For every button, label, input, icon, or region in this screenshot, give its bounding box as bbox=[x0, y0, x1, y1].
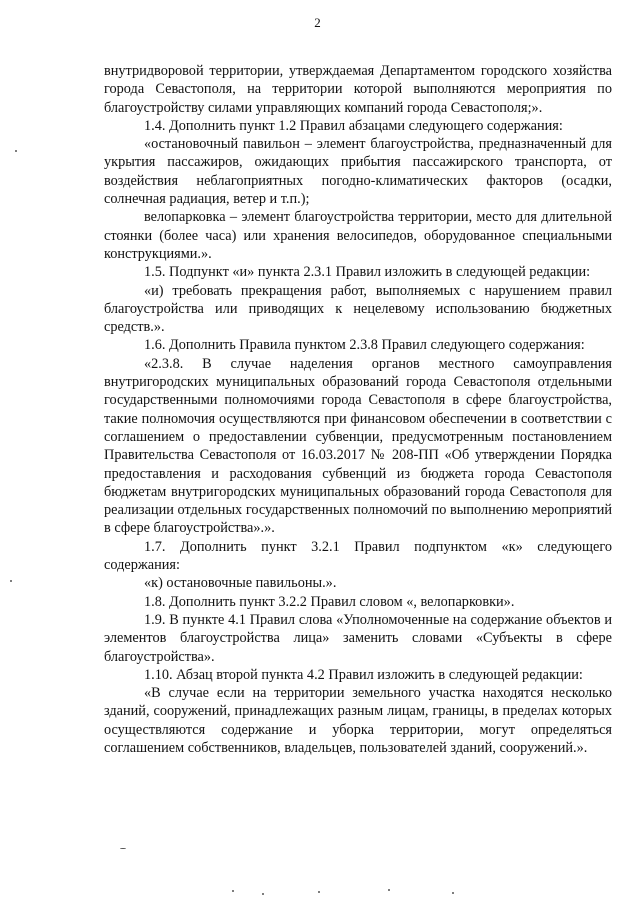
paragraph-1-6: 1.6. Дополнить Правила пунктом 2.3.8 Правил следующего содержания: bbox=[144, 337, 585, 354]
paragraph-bike-parking-definition: велопарковка – элемент благоустройства территории, место для длительной стоянки (более часа) или хранения велосипедов, оборудованное специальными конструкциями.». bbox=[104, 209, 612, 262]
paragraph-1-7: 1.7. Дополнить пункт 3.2.1 Правил подпунктом «к» следующего содержания: bbox=[104, 538, 612, 574]
scan-speck bbox=[452, 892, 454, 894]
paragraph-bus-stop-definition: «остановочный павильон – элемент благоустройства, предназначенный для укрытия пассажиров, ожидающих прибытия пассажирского транспорта, от воздействия неблагоприятных погодно-климатических факторов (осадки, солнечная радиация, ветер и т.п.); bbox=[104, 136, 612, 208]
paragraph-subpoint-k: «к) остановочные павильоны.». bbox=[144, 575, 337, 592]
paragraph-2-3-8: «2.3.8. В случае наделения органов местного самоуправления внутригородских муниципальных образований города Севастополя отдельными государственными полномочиями города Севастополя в сфере благоустройства, такие полномочия осуществляются при финансовом обеспечении в соответствии с соглашением о предоставлении субвенции, предусмотренным постановлением Правительства Севастополя от 16.03.2017 № 208-ПП «Об утверждении Порядка предоставления и расходования субвенций из бюджета города Севастополя бюджетам внутригородских муниципальных образований города Севастополя для реализации отдельных государственных полномочий по выполнению мероприятий в сфере благоустройства».». bbox=[104, 355, 612, 537]
paragraph-1-4: 1.4. Дополнить пункт 1.2 Правил абзацами следующего содержания: bbox=[144, 117, 563, 134]
scan-speck bbox=[15, 150, 17, 152]
scan-speck bbox=[10, 580, 12, 582]
paragraph-4-2-text: «В случае если на территории земельного участка находятся несколько зданий, сооружений, принадлежащих разным лицам, границы, в пределах которых осуществляются содержание и уборка территории, могут определяться соглашением собственников, владельцев, пользователей зданий, сооружений.». bbox=[104, 685, 612, 756]
document-body bbox=[104, 62, 612, 757]
paragraph-continuation: внутридворовой территории, утверждаемая Департаментом городского хозяйства города Севастополя, на территории которой выполняются мероприятия по благоустройству силами управляющих компаний города Севастополя;». bbox=[104, 63, 612, 116]
paragraph-subpoint-i: «и) требовать прекращения работ, выполняемых с нарушением правил благоустройства или приводящих к нецелевому использованию бюджетных средств.». bbox=[104, 282, 612, 336]
paragraph-1-10: 1.10. Абзац второй пункта 4.2 Правил изложить в следующей редакции: bbox=[144, 666, 583, 683]
page-number: 2 bbox=[314, 15, 321, 30]
scan-speck bbox=[232, 890, 234, 892]
paragraph-1-9: 1.9. В пункте 4.1 Правил слова «Уполномоченные на содержание объектов и элементов благоустройства лица» заменить словами «Субъекты в сфере благоустройства». bbox=[104, 611, 612, 665]
scan-speck bbox=[318, 891, 320, 893]
scan-speck bbox=[388, 889, 390, 891]
scan-speck bbox=[120, 848, 126, 849]
paragraph-1-8: 1.8. Дополнить пункт 3.2.2 Правил словом «, велопарковки». bbox=[144, 593, 515, 610]
scan-speck bbox=[262, 893, 264, 895]
paragraph-1-5: 1.5. Подпункт «и» пункта 2.3.1 Правил изложить в следующей редакции: bbox=[144, 264, 591, 281]
